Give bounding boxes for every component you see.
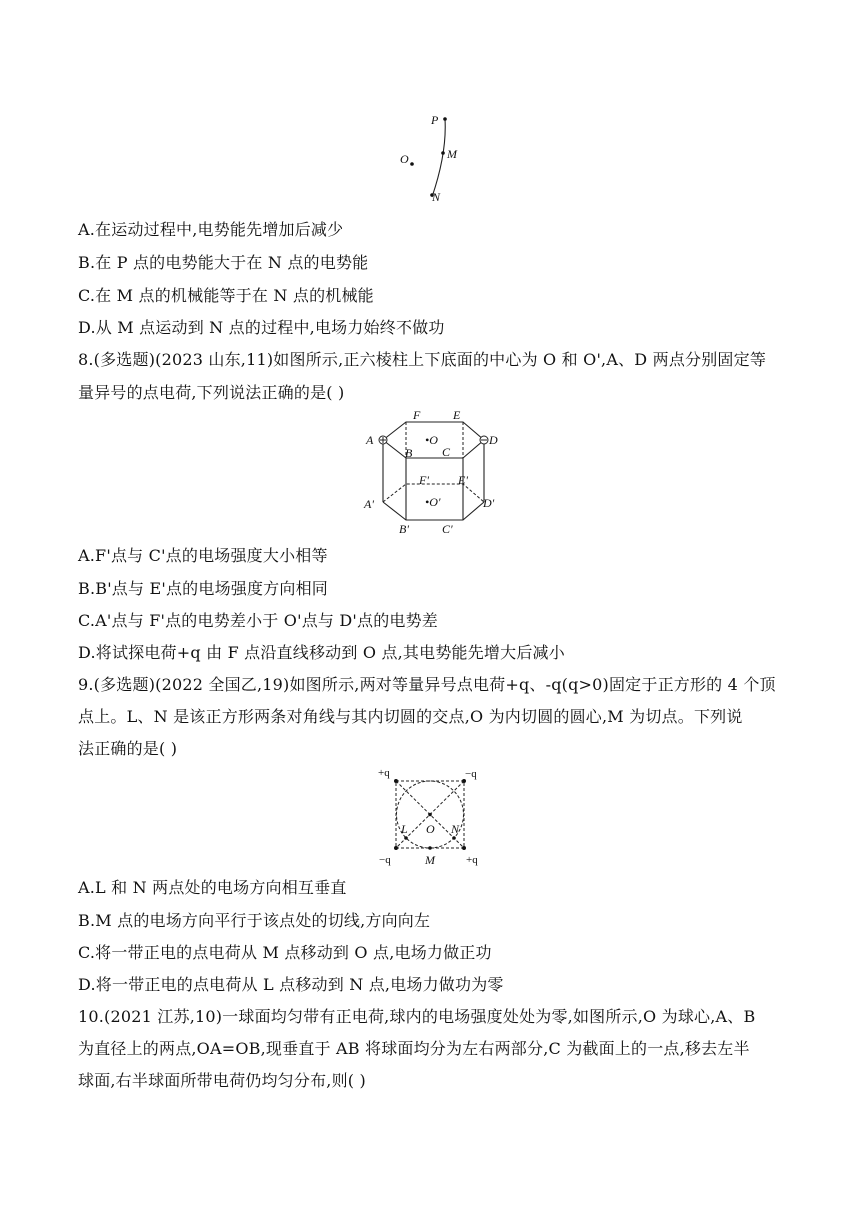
label-bottom-right: +q bbox=[466, 854, 478, 866]
q9-option-c: C.将一带正电的点电荷从 M 点移动到 O 点,电场力做正功 bbox=[78, 943, 492, 962]
q9-option-a: A.L 和 N 两点处的电场方向相互垂直 bbox=[78, 878, 347, 897]
label-o: •O bbox=[425, 433, 438, 447]
label-top-left: +q bbox=[378, 767, 390, 779]
label-l: L bbox=[401, 822, 408, 836]
label-f-prime: F' bbox=[419, 473, 429, 487]
label-f: F bbox=[413, 408, 421, 422]
q8-option-a: A.F'点与 C'点的电场强度大小相等 bbox=[78, 546, 328, 565]
label-b-prime: B' bbox=[399, 522, 409, 536]
trajectory-curve bbox=[432, 119, 445, 197]
label-c-prime: C' bbox=[442, 522, 453, 536]
label-n: N bbox=[432, 190, 441, 204]
q7-option-b: B.在 P 点的电势能大于在 N 点的电势能 bbox=[78, 253, 369, 272]
q9-stem-line3: 法正确的是( ) bbox=[78, 739, 178, 758]
label-n: N bbox=[451, 822, 460, 836]
label-m: M bbox=[447, 147, 457, 161]
q10-stem-line3: 球面,右半球面所带电荷仍均匀分布,则( ) bbox=[78, 1071, 366, 1090]
square-charges-figure bbox=[374, 764, 486, 872]
charge-bottom-left bbox=[394, 846, 398, 850]
point-n bbox=[452, 836, 456, 840]
point-o bbox=[428, 813, 432, 817]
q9-option-b: B.M 点的电场方向平行于该点处的切线,方向向左 bbox=[78, 911, 431, 930]
q8-option-c: C.A'点与 F'点的电势差小于 O'点与 D'点的电势差 bbox=[78, 611, 439, 630]
label-o: O bbox=[400, 152, 409, 166]
point-m bbox=[428, 846, 432, 850]
q9-stem-line2: 点上。L、N 是该正方形两条对角线与其内切圆的交点,O 为内切圆的圆心,M 为切点。下列说 bbox=[78, 707, 743, 726]
charge-bottom-right bbox=[462, 846, 466, 850]
label-a-prime: A' bbox=[364, 497, 374, 511]
label-b: B bbox=[405, 446, 413, 460]
q9-stem-line1: 9.(多选题)(2022 全国乙,19)如图所示,两对等量异号点电荷+q、-q(q>0)固定于正方形的 4 个顶 bbox=[78, 675, 776, 694]
label-d: D bbox=[489, 433, 498, 447]
q9-option-d: D.将一带正电的点电荷从 L 点移动到 N 点,电场力做功为零 bbox=[78, 975, 504, 994]
trajectory-figure bbox=[395, 108, 470, 208]
label-e: E bbox=[453, 408, 461, 422]
label-c: C bbox=[442, 445, 451, 459]
point-m bbox=[441, 151, 445, 155]
label-o: O bbox=[426, 822, 435, 836]
label-d-prime: D' bbox=[483, 496, 495, 510]
q8-option-b: B.B'点与 E'点的电场强度方向相同 bbox=[78, 579, 328, 598]
q8-stem-line2: 量异号的点电荷,下列说法正确的是( ) bbox=[78, 383, 345, 402]
q7-option-a: A.在运动过程中,电势能先增加后减少 bbox=[78, 220, 344, 239]
q10-stem-line2: 为直径上的两点,OA=OB,现垂直于 AB 将球面均分为左右两部分,C 为截面上的一点,移去左半 bbox=[78, 1039, 750, 1058]
q8-option-d: D.将试探电荷+q 由 F 点沿直线移动到 O 点,其电势能先增大后减小 bbox=[78, 643, 565, 662]
label-o-prime: •O' bbox=[425, 495, 441, 509]
label-bottom-left: −q bbox=[379, 854, 391, 866]
label-top-right: −q bbox=[465, 768, 477, 780]
q8-stem-line1: 8.(多选题)(2023 山东,11)如图所示,正六棱柱上下底面的中心为 O 和 O',A、D 两点分别固定等 bbox=[78, 350, 767, 369]
label-m: M bbox=[425, 853, 435, 867]
q10-stem-line1: 10.(2021 江苏,10)一球面均匀带有正电荷,球内的电场强度处处为零,如图所示,O 为球心,A、B bbox=[78, 1007, 756, 1026]
hexagonal-prism-figure bbox=[362, 406, 504, 538]
point-o bbox=[410, 162, 414, 166]
point-p bbox=[443, 117, 447, 121]
label-e-prime: E' bbox=[458, 473, 468, 487]
label-p: P bbox=[431, 113, 439, 127]
point-l bbox=[404, 836, 408, 840]
q7-option-c: C.在 M 点的机械能等于在 N 点的机械能 bbox=[78, 286, 374, 305]
q7-option-d: D.从 M 点运动到 N 点的过程中,电场力始终不做功 bbox=[78, 318, 445, 337]
charge-top-left bbox=[394, 779, 398, 783]
label-a: A bbox=[366, 433, 374, 447]
